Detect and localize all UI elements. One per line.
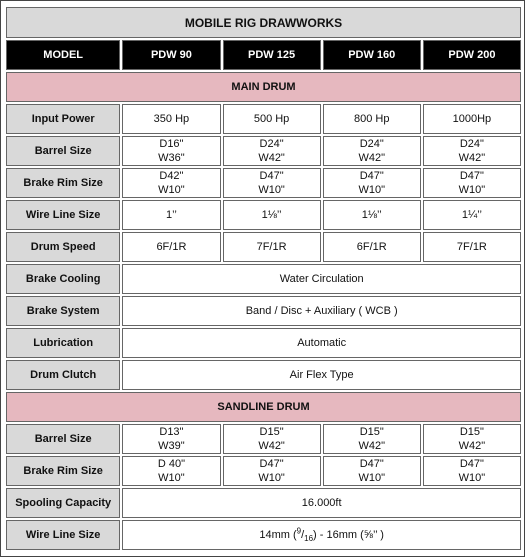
table-row (6, 360, 521, 390)
row-label: Brake System (6, 296, 120, 326)
cell-line: D47" (359, 170, 384, 182)
table-row (6, 520, 521, 550)
cell-line: D47" (359, 458, 384, 470)
row-label: Brake Rim Size (6, 168, 120, 198)
cell (323, 456, 421, 486)
wire-size-prefix: 14mm ( (259, 529, 297, 541)
cell-line: W42" (358, 440, 385, 452)
fraction-numerator: 9 (296, 526, 302, 536)
cell: Water Circulation (122, 264, 521, 294)
cell (122, 424, 220, 454)
cell (223, 168, 321, 198)
cell-line: W39" (158, 440, 185, 452)
cell-line: W36" (158, 152, 185, 164)
wire-size-fraction-2: ⅝’’ (363, 529, 378, 541)
fraction-denominator: 16 (304, 534, 314, 544)
cell-line: W10" (358, 472, 385, 484)
cell (323, 136, 421, 166)
cell: 1000Hp (423, 104, 521, 134)
cell: 6F/1R (122, 232, 220, 262)
cell-line: W10" (158, 472, 185, 484)
wire-size-middle: ) - 16mm ( (313, 529, 364, 541)
cell (323, 168, 421, 198)
cell (423, 456, 521, 486)
table-row (6, 136, 521, 166)
table-row (6, 232, 521, 262)
cell-line: W10" (158, 184, 185, 196)
model-header: MODEL (6, 40, 120, 70)
cell (122, 456, 220, 486)
cell: 1’’ (122, 200, 220, 230)
row-label: Brake Rim Size (6, 456, 120, 486)
row-label: Input Power (6, 104, 120, 134)
table-row (6, 488, 521, 518)
row-label: Drum Clutch (6, 360, 120, 390)
cell (122, 520, 521, 550)
cell (423, 168, 521, 198)
cell: 6F/1R (323, 232, 421, 262)
cell: 800 Hp (323, 104, 421, 134)
table-title: MOBILE RIG DRAWWORKS (6, 7, 521, 38)
cell (423, 424, 521, 454)
cell-line: D24" (459, 138, 484, 150)
row-label: Barrel Size (6, 136, 120, 166)
cell-line: D15" (359, 426, 384, 438)
cell-line: W10" (358, 184, 385, 196)
cell-line: D15" (459, 426, 484, 438)
cell (122, 136, 220, 166)
cell (223, 456, 321, 486)
model-header-pdw90: PDW 90 (122, 40, 220, 70)
cell (122, 168, 220, 198)
model-header-pdw200: PDW 200 (423, 40, 521, 70)
cell-line: D47" (459, 170, 484, 182)
cell-line: W42" (358, 152, 385, 164)
cell-line: D24" (259, 138, 284, 150)
table-row (6, 200, 521, 230)
row-label: Brake Cooling (6, 264, 120, 294)
cell: Band / Disc + Auxiliary ( WCB ) (122, 296, 521, 326)
cell (423, 136, 521, 166)
cell: Air Flex Type (122, 360, 521, 390)
cell-line: D 40" (157, 458, 185, 470)
row-label: Lubrication (6, 328, 120, 358)
cell-line: W10" (258, 184, 285, 196)
table-row (6, 264, 521, 294)
cell: 500 Hp (223, 104, 321, 134)
table-row (6, 168, 521, 198)
model-header-pdw160: PDW 160 (323, 40, 421, 70)
cell-line: D13" (159, 426, 184, 438)
cell-line: W42" (458, 152, 486, 164)
cell-line: D47" (259, 458, 284, 470)
row-label: Drum Speed (6, 232, 120, 262)
sandline-drum-section: SANDLINE DRUM (6, 392, 521, 422)
cell: Automatic (122, 328, 521, 358)
cell-line: D47" (459, 458, 484, 470)
table-row (6, 424, 521, 454)
row-label: Spooling Capacity (6, 488, 120, 518)
row-label: Wire Line Size (6, 520, 120, 550)
cell-line: D15" (259, 426, 284, 438)
main-drum-section: MAIN DRUM (6, 72, 521, 102)
cell: 1¼’’ (423, 200, 521, 230)
cell-line: D24" (359, 138, 384, 150)
cell: 16.000ft (122, 488, 521, 518)
table-row (6, 328, 521, 358)
cell: 350 Hp (122, 104, 220, 134)
cell (223, 424, 321, 454)
cell: 1⅛’’ (323, 200, 421, 230)
row-label: Barrel Size (6, 424, 120, 454)
table-row (6, 456, 521, 486)
cell (223, 136, 321, 166)
cell: 7F/1R (423, 232, 521, 262)
wire-size-fraction: $^9/_{16}$ (296, 526, 314, 544)
cell-line: W10" (458, 472, 486, 484)
cell-line: W42" (258, 152, 285, 164)
cell-line: W42" (458, 440, 486, 452)
row-label: Wire Line Size (6, 200, 120, 230)
wire-size-suffix: ) (377, 529, 384, 541)
model-header-pdw125: PDW 125 (223, 40, 321, 70)
cell-line: W10" (458, 184, 486, 196)
cell: 1⅛’’ (223, 200, 321, 230)
cell-line: W10" (258, 472, 285, 484)
cell (323, 424, 421, 454)
drawworks-spec-table (4, 5, 523, 552)
cell-line: D16" (159, 138, 184, 150)
cell-line: W42" (258, 440, 285, 452)
table-row (6, 296, 521, 326)
cell-line: D42" (159, 170, 184, 182)
table-row (6, 104, 521, 134)
cell-line: D47" (259, 170, 284, 182)
cell: 7F/1R (223, 232, 321, 262)
header-row (6, 40, 521, 70)
